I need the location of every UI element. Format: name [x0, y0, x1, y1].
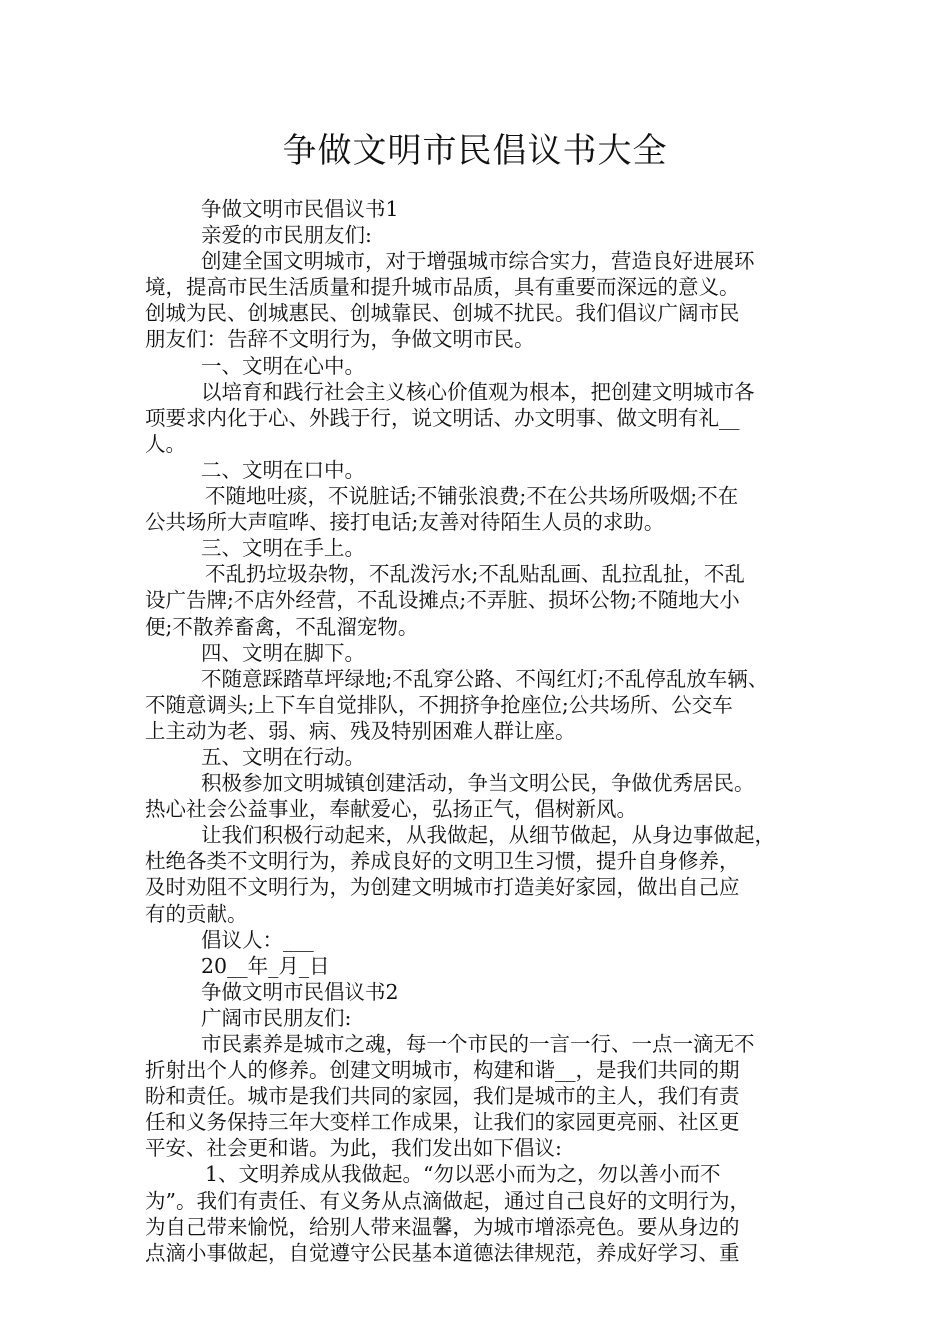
paragraph-line: 有的贡献。 — [145, 901, 248, 926]
paragraph-line: 市民素养是城市之魂，每一个市民的一言一行、一点一滴无不 — [201, 1032, 755, 1056]
paragraph-line: 公共场所大声喧哗、接打电话;友善对待陌生人员的求助。 — [145, 510, 665, 535]
section-heading-2: 争做文明市民倡议书2 — [201, 979, 399, 1004]
paragraph-line: 点滴小事做起，自觉遵守公民基本道德法律规范，养成好学习、重 — [145, 1240, 740, 1265]
paragraph-line: 为自己带来愉悦，给别人带来温馨，为城市增添亮色。要从身边的 — [145, 1214, 740, 1239]
item-heading: 二、文明在口中。 — [201, 457, 365, 482]
paragraph-line: 为”。我们有责任、有义务从点滴做起，通过自己良好的文明行为， — [145, 1188, 750, 1213]
paragraph-line: 项要求内化于心、外践于行，说文明话、办文明事、做文明有礼__ — [145, 405, 740, 430]
signature-line: 倡议人：___ — [201, 927, 314, 952]
paragraph-line: 热心社会公益事业，奉献爱心，弘扬正气，倡树新风。 — [145, 797, 637, 822]
paragraph-line: 创建全国文明城市，对于增强城市综合实力，营造良好进展环 — [201, 249, 755, 274]
paragraph-line: 便;不散养畜禽，不乱溜宠物。 — [145, 614, 419, 639]
paragraph-line: 1、文明养成从我做起。“勿以恶小而为之，勿以善小而不 — [205, 1162, 721, 1187]
paragraph-line: 以培育和践行社会主义核心价值观为根本，把创建文明城市各 — [201, 379, 755, 404]
paragraph-line: 及时劝阻不文明行为，为创建文明城市打造美好家园，做出自己应 — [145, 875, 740, 900]
paragraph-line: 不随意调头;上下车自觉排队，不拥挤争抢座位;公共场所、公交车 — [145, 692, 733, 717]
paragraph-line: 积极参加文明城镇创建活动，争当文明公民，争做优秀居民。 — [201, 771, 755, 796]
document-title: 争做文明市民倡议书大全 — [282, 131, 668, 171]
date-line: 20__年_月_日 — [201, 953, 330, 978]
paragraph-line: 平安、社会更和谐。为此，我们发出如下倡议: — [145, 1136, 562, 1161]
salutation: 亲爱的市民朋友们: — [201, 223, 372, 248]
paragraph-line: 盼和责任。城市是我们共同的家园，我们是城市的主人，我们有责 — [145, 1084, 740, 1109]
paragraph-line: 上主动为老、弱、病、残及特别困难人群让座。 — [145, 718, 576, 743]
item-heading: 四、文明在脚下。 — [201, 640, 365, 665]
paragraph-line: 人。 — [145, 431, 186, 456]
paragraph-line: 境，提高市民生活质量和提升城市品质，具有重要而深远的意义。 — [145, 275, 740, 300]
paragraph-line: 不随地吐痰，不说脏话;不铺张浪费;不在公共场所吸烟;不在 — [205, 484, 739, 509]
paragraph-line: 让我们积极行动起来，从我做起，从细节做起，从身边事做起， — [201, 823, 775, 848]
paragraph-line: 不乱扔垃圾杂物，不乱泼污水;不乱贴乱画、乱拉乱扯，不乱 — [205, 562, 745, 587]
paragraph-line: 杜绝各类不文明行为，养成良好的文明卫生习惯，提升自身修养， — [145, 849, 740, 874]
item-heading: 三、文明在手上。 — [201, 536, 365, 561]
item-heading: 五、文明在行动。 — [201, 744, 365, 769]
paragraph-line: 折射出个人的修养。创建文明城市，构建和谐__，是我们共同的期 — [145, 1058, 740, 1083]
item-heading: 一、文明在心中。 — [201, 353, 365, 378]
salutation: 广阔市民朋友们: — [201, 1005, 352, 1030]
paragraph-line: 不随意踩踏草坪绿地;不乱穿公路、不闯红灯;不乱停乱放车辆、 — [201, 666, 769, 691]
document-body — [145, 196, 810, 1266]
paragraph-line: 朋友们：告辞不文明行为，争做文明市民。 — [145, 327, 535, 352]
paragraph-line: 设广告牌;不店外经营，不乱设摊点;不弄脏、损坏公物;不随地大小 — [145, 588, 740, 613]
paragraph-line: 任和义务保持三年大变样工作成果，让我们的家园更亮丽、社区更 — [145, 1110, 740, 1135]
section-heading-1: 争做文明市民倡议书1 — [201, 197, 399, 221]
paragraph-line: 创城为民、创城惠民、创城靠民、创城不扰民。我们倡议广阔市民 — [145, 301, 740, 326]
